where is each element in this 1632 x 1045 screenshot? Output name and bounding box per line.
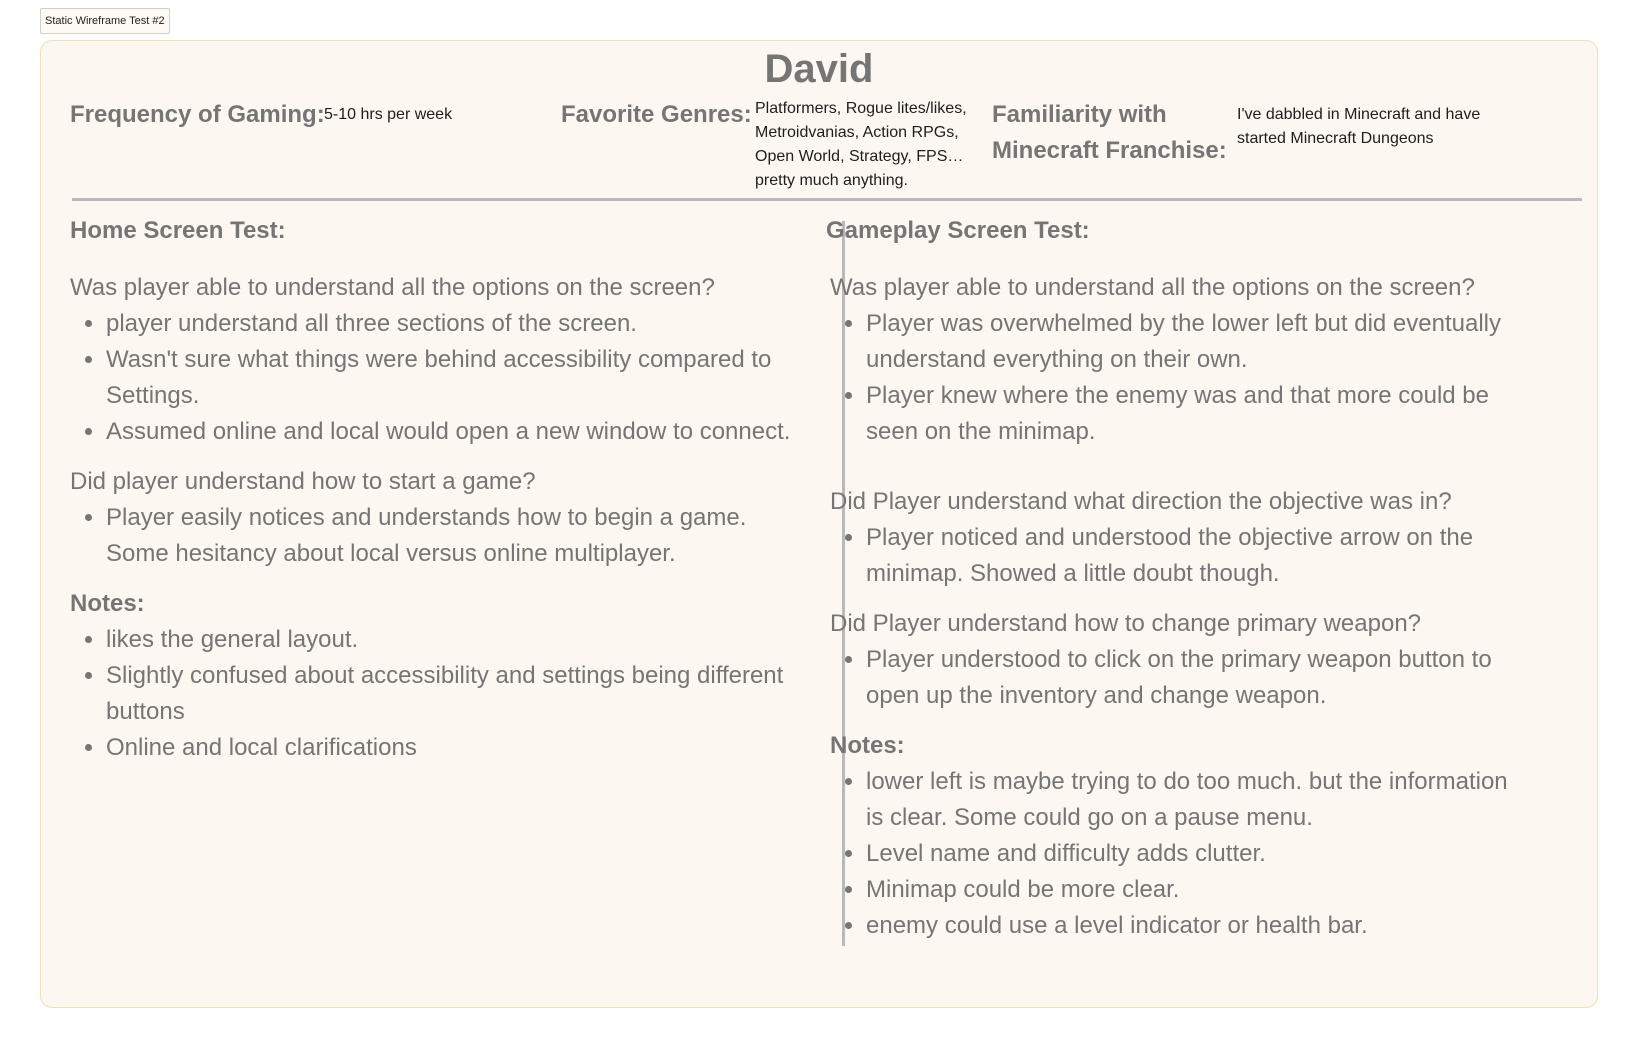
frame-label[interactable]: Static Wireframe Test #2 — [40, 8, 170, 34]
header-divider — [72, 198, 1582, 201]
home-question-start-game: Did player understand how to start a game? — [70, 468, 536, 495]
familiarity-value-line: started Minecraft Dungeons — [1237, 130, 1434, 147]
list-item: • likes the general layout. — [106, 622, 810, 658]
interview-card — [40, 40, 1598, 1008]
list-item: • Player easily notices and understands how to begin a game. Some hesitancy about local versus online multiplayer. — [106, 500, 810, 572]
gameplay-answers-objective — [830, 520, 1520, 592]
list-item: • Slightly confused about accessibility and settings being different buttons — [106, 658, 810, 730]
list-item: • Level name and difficulty adds clutter. — [866, 836, 1520, 872]
home-question-options: Was player able to understand all the options on the screen? — [70, 274, 715, 301]
home-notes-list — [70, 622, 810, 766]
gameplay-question-objective: Did Player understand what direction the objective was in? — [830, 488, 1452, 515]
genres-value-line: Open World, Strategy, FPS… — [755, 148, 964, 165]
familiarity-value-line: I've dabbled in Minecraft and have — [1237, 106, 1481, 123]
list-item: • Player understood to click on the primary weapon button to open up the inventory and change weapon. — [866, 642, 1520, 714]
list-item: • Player was overwhelmed by the lower left but did eventually understand everything on their own. — [866, 306, 1520, 378]
list-item: • lower left is maybe trying to do too much. but the information is clear. Some could go on a pause menu. — [866, 764, 1520, 836]
gameplay-notes-title: Notes: — [830, 732, 905, 759]
familiarity-label-line: Familiarity with — [992, 101, 1167, 128]
home-answers-start-game — [70, 500, 810, 572]
home-answers-options — [70, 306, 810, 450]
gameplay-notes-list — [830, 764, 1520, 944]
list-item: • Minimap could be more clear. — [866, 872, 1520, 908]
list-item: • Player knew where the enemy was and that more could be seen on the minimap. — [866, 378, 1520, 450]
list-item: • Player noticed and understood the objective arrow on the minimap. Showed a little doubt though. — [866, 520, 1520, 592]
frequency-label: Frequency of Gaming: — [70, 101, 325, 128]
genres-value-line: pretty much anything. — [755, 172, 908, 189]
familiarity-label-line: Minecraft Franchise: — [992, 137, 1227, 164]
gameplay-test-title: Gameplay Screen Test: — [826, 217, 1090, 244]
home-test-title: Home Screen Test: — [70, 217, 286, 244]
gameplay-test-column — [830, 270, 1520, 944]
list-item: • player understand all three sections of the screen. — [106, 306, 810, 342]
home-test-column — [70, 270, 810, 766]
list-item: • enemy could use a level indicator or health bar. — [866, 908, 1520, 944]
list-item: • Online and local clarifications — [106, 730, 810, 766]
gameplay-answers-options — [830, 306, 1520, 450]
familiarity-value — [1237, 103, 1480, 151]
genres-value — [755, 97, 967, 193]
frequency-value: 5-10 hrs per week — [324, 106, 453, 123]
gameplay-question-options: Was player able to understand all the options on the screen? — [830, 274, 1475, 301]
list-item: • Wasn't sure what things were behind accessibility compared to Settings. — [106, 342, 810, 414]
familiarity-label — [992, 97, 1227, 169]
gameplay-question-weapon: Did Player understand how to change primary weapon? — [830, 610, 1422, 637]
list-item: • Assumed online and local would open a new window to connect. — [106, 414, 810, 450]
gameplay-answers-weapon — [830, 642, 1520, 714]
home-notes-title: Notes: — [70, 590, 145, 617]
genres-label: Favorite Genres: — [561, 101, 752, 128]
genres-value-line: Metroidvanias, Action RPGs, — [755, 124, 959, 141]
participant-name: David — [764, 47, 874, 91]
genres-value-line: Platformers, Rogue lites/likes, — [755, 100, 967, 117]
